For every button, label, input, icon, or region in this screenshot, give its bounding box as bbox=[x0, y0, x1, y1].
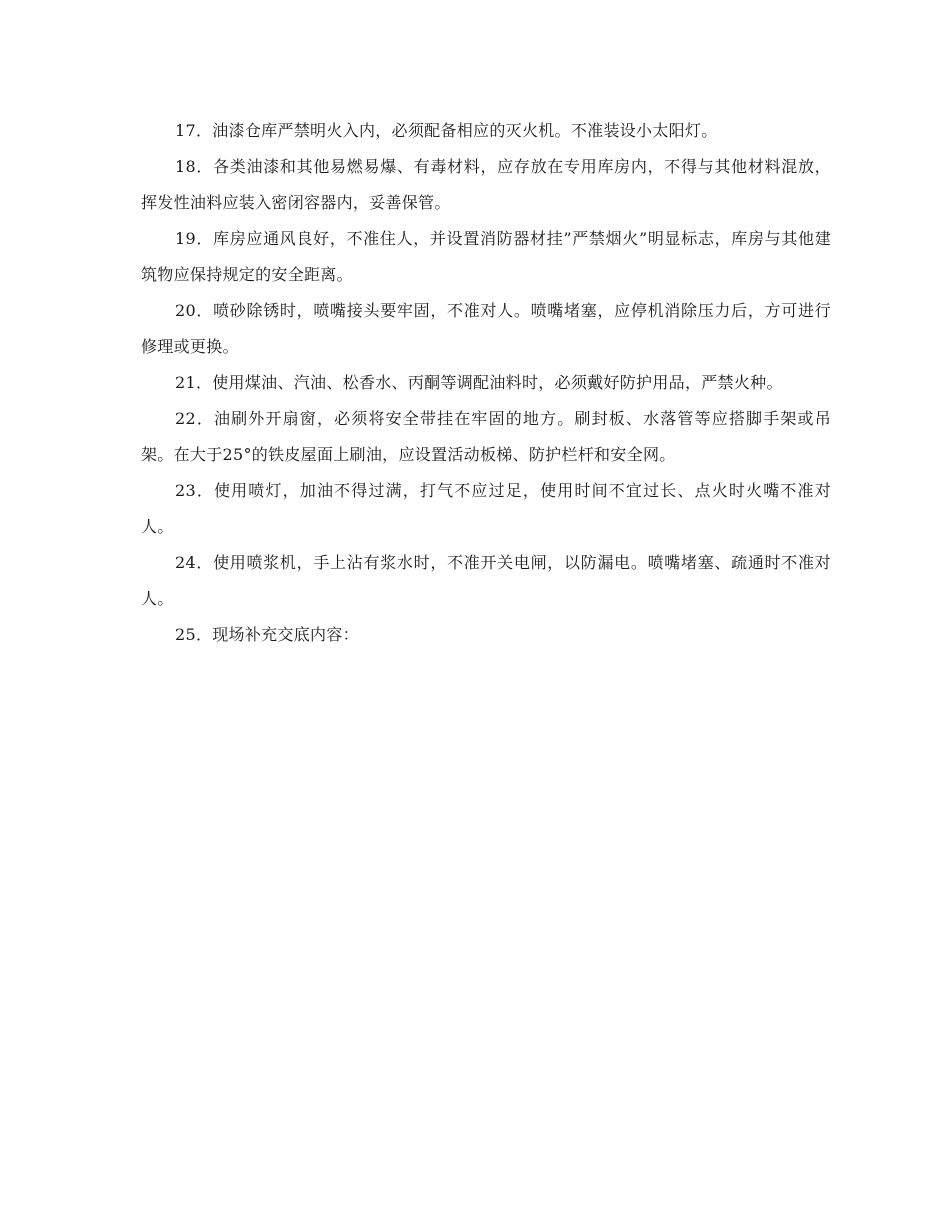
clause-19: 19．库房应通风良好，不准住人，并设置消防器材挂”严禁烟火”明显标志，库房与其他建筑物应保持规定的安全距离。 bbox=[141, 229, 831, 284]
clause-20: 20．喷砂除锈时，喷嘴接头要牢固，不准对人。喷嘴堵塞，应停机消除压力后，方可进行修理或更换。 bbox=[141, 301, 831, 356]
clause-23: 23．使用喷灯，加油不得过满，打气不应过足，使用时间不宜过长、点火时火嘴不准对人。 bbox=[141, 481, 831, 536]
clause-21: 21．使用煤油、汽油、松香水、丙酮等调配油料时，必须戴好防护用品，严禁火种。 bbox=[175, 373, 783, 392]
clause-24: 24．使用喷浆机，手上沾有浆水时，不准开关电闸，以防漏电。喷嘴堵塞、疏通时不准对人。 bbox=[141, 553, 831, 608]
clause-25: 25．现场补充交底内容： bbox=[175, 625, 359, 644]
document-body bbox=[141, 113, 831, 653]
clause-17: 17．油漆仓库严禁明火入内，必须配备相应的灭火机。不准装设小太阳灯。 bbox=[175, 121, 718, 140]
clause-22: 22．油刷外开扇窗，必须将安全带挂在牢固的地方。刷封板、水落管等应搭脚手架或吊架。在大于25°的铁皮屋面上刷油，应设置活动板梯、防护栏杆和安全网。 bbox=[141, 409, 831, 464]
clause-18: 18．各类油漆和其他易燃易爆、有毒材料，应存放在专用库房内，不得与其他材料混放，挥发性油料应装入密闭容器内，妥善保管。 bbox=[141, 157, 831, 212]
